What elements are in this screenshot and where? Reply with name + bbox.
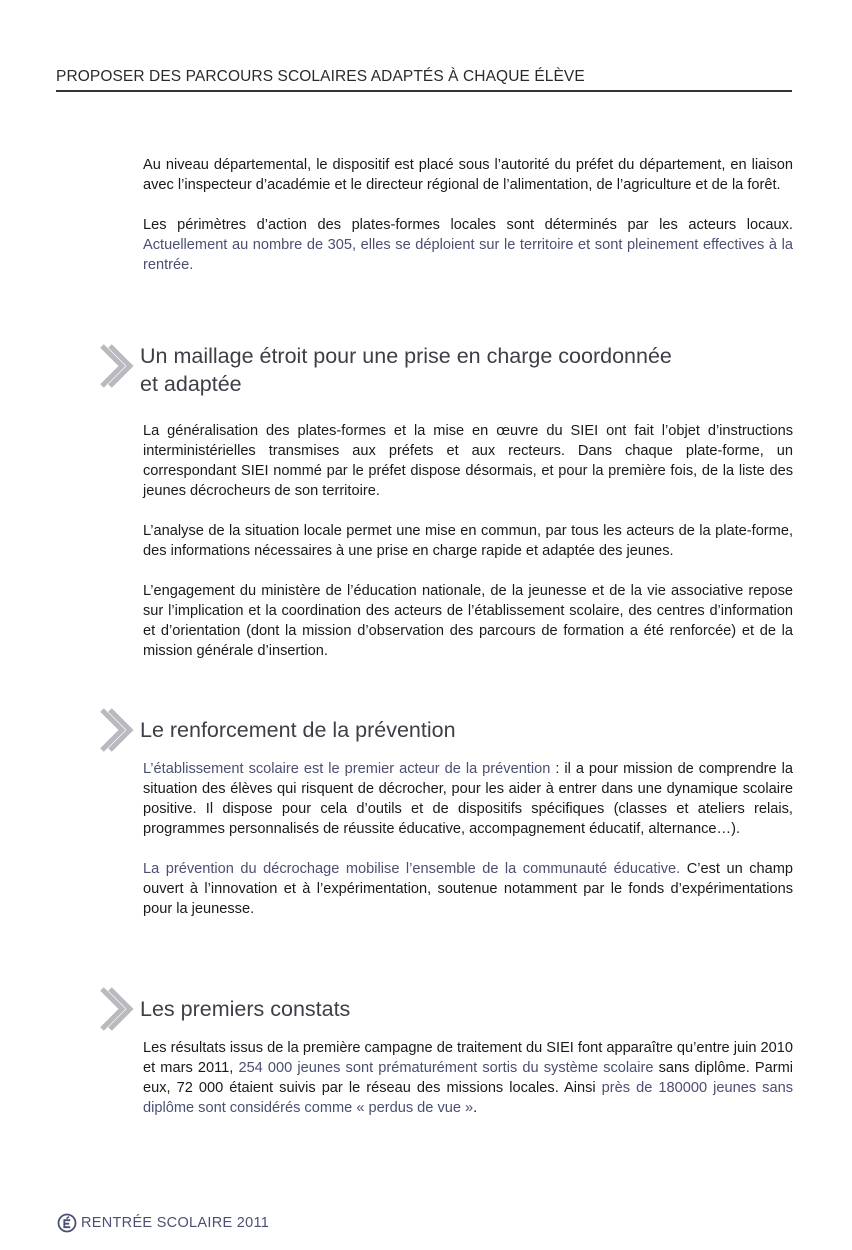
section-heading	[96, 706, 793, 744]
section-maillage-body	[143, 421, 793, 661]
section-prevention-body	[143, 759, 793, 919]
section-paragraph: L’engagement du ministère de l’éducation nationale, de la jeunesse et de la vie associative repose sur l’implication et la coordination des acteurs de l’établissement scolaire, des centres d’information et d’orientation (dont la mission d’observation des parcours de formation a été renforcée) et de la mission générale d’insertion.	[143, 583, 793, 659]
paragraph-text: sans diplôme. Parmi eux, 72 000 étaient suivis par le réseau des missions locales. Ainsi	[143, 1060, 794, 1096]
chevron-right-icon	[96, 985, 134, 1033]
intro-paragraph-2	[143, 215, 793, 275]
header-title: PROPOSER DES PARCOURS SCOLAIRES ADAPTÉS À CHAQUE ÉLÈVE	[56, 68, 585, 85]
paragraph-highlight: La prévention du décrochage mobilise l’ensemble de la communauté éducative.	[143, 861, 681, 877]
page-footer	[57, 1211, 269, 1235]
footer-text: RENTRÉE SCOLAIRE 2011	[81, 1215, 270, 1231]
section-paragraph	[143, 859, 793, 919]
section-maillage	[96, 342, 793, 398]
paragraph-highlight: L’établissement scolaire est le premier acteur de la prévention	[143, 761, 551, 777]
section-title-line-2: et adaptée	[140, 372, 242, 396]
paragraph-highlight: 254 000 jeunes sont prématurément sortis du système scolaire	[238, 1060, 654, 1076]
intro-block	[143, 155, 793, 275]
chevron-right-icon	[96, 342, 134, 390]
section-title-line-1: Un maillage étroit pour une prise en charge coordonnée	[140, 344, 672, 368]
section-prevention	[96, 706, 793, 744]
section-title: Le renforcement de la prévention	[140, 718, 456, 742]
section-paragraph: L’analyse de la situation locale permet une mise en commun, par tous les acteurs de la plate-forme, des informations nécessaires à une prise en charge rapide et adaptée des jeunes.	[143, 523, 793, 559]
section-paragraph	[143, 1038, 793, 1118]
paragraph-text: : il a pour mission de comprendre la situation des élèves qui risquent de décrocher, pour les aider à entrer dans une dynamique scolaire positive. Il dispose pour cela d’outils et de dispositifs spécifiques (classes et ateliers relais, programmes personnalisés de réussite éducative, accompagnement éducatif, alternance…).	[143, 761, 793, 837]
paragraph-text: C’est un champ ouvert à l’innovation et à l’expérimentation, soutenue notamment par le fonds d’expérimentations pour la jeunesse.	[143, 861, 793, 917]
paragraph-text: Les résultats issus de la première campagne de traitement du SIEI font apparaître qu’entre juin 2010 et mars 2011,	[143, 1040, 793, 1076]
page-header	[56, 68, 792, 92]
intro-p2-highlight: Actuellement au nombre de 305, elles se déploient sur le territoire et sont pleinement effectives à la rentrée.	[143, 237, 793, 273]
section-heading	[96, 342, 793, 398]
e-acute-logo-icon	[57, 1213, 77, 1233]
section-heading	[96, 985, 793, 1023]
paragraph-text: .	[473, 1100, 478, 1116]
intro-paragraph-1: Au niveau départemental, le dispositif est placé sous l’autorité du préfet du département, en liaison avec l’inspecteur d’académie et le directeur régional de l’alimentation, de l’agriculture et de la forêt.	[143, 157, 793, 193]
section-title	[140, 342, 793, 398]
section-constats	[96, 985, 793, 1023]
section-title: Les premiers constats	[140, 997, 351, 1021]
section-constats-body	[143, 1038, 793, 1118]
section-paragraph: La généralisation des plates-formes et la mise en œuvre du SIEI ont fait l’objet d’instructions interministérielles transmises aux préfets et aux recteurs. Dans chaque plate-forme, un correspondant SIEI nommé par le préfet dispose désormais, et pour la première fois, de la liste des jeunes décrocheurs de son territoire.	[143, 423, 793, 499]
section-paragraph	[143, 759, 793, 839]
intro-p2-text: Les périmètres d’action des plates-formes locales sont déterminés par les acteurs locaux.	[143, 217, 793, 233]
chevron-right-icon	[96, 706, 134, 754]
header-rule	[56, 90, 792, 92]
paragraph-highlight: près de 180000 jeunes sans diplôme sont considérés comme « perdus de vue »	[143, 1080, 793, 1116]
